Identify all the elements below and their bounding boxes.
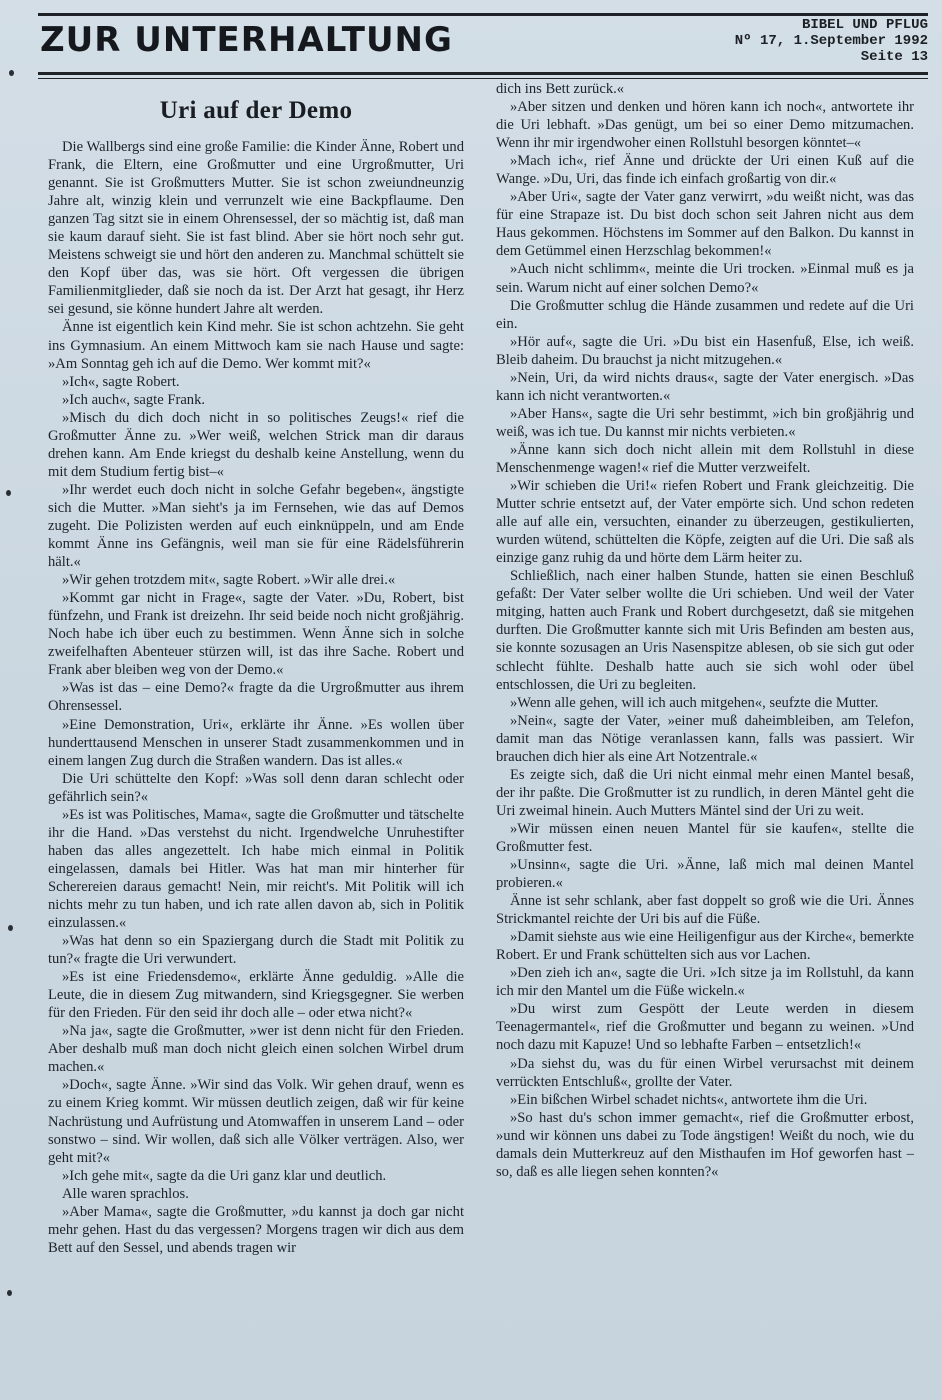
header-top-rule [38, 13, 928, 16]
article-paragraph: »Unsinn«, sagte die Uri. »Änne, laß mich mal deinen Mantel probieren.« [496, 857, 914, 892]
publication-name: BIBEL UND PFLUG [801, 17, 928, 33]
punch-hole-mark [8, 925, 13, 931]
article-paragraph: »Eine Demonstration, Uri«, erklärte ihr Änne. »Es wollen über hunderttausend Menschen in unserer Stadt zusammenkommen und in einem langen Zug durch die Straßen wandern. Das ist alles.« [48, 716, 464, 769]
header-rule-thick [38, 72, 928, 75]
article-paragraph: Die Großmutter schlug die Hände zusammen und redete auf die Uri ein. [496, 297, 914, 332]
article-paragraph: Schließlich, nach einer halben Stunde, hatten sie einen Beschluß gefaßt: Der Vater selber wollte die Uri schieben. Und weil der Vater mitging, hatten auch Frank und Robert durchgesetzt, daß sie mitgehen durften. Die Großmutter kannte sich mit Uris Befinden am besten aus, sie konnte sozusagen an Uris Nasenspitze ablesen, ob sie sich gut oder schlecht fühlte. Deshalb hatte auch sie sich wohl oder übel entschlossen, die Uri zu begleiten. [496, 568, 914, 693]
article-paragraph: »Hör auf«, sagte die Uri. »Du bist ein Hasenfuß, Else, ich weiß. Bleib daheim. Du brauchst ja nicht mitzugehen.« [496, 333, 914, 368]
article-paragraph: Die Uri schüttelte den Kopf: »Was soll denn daran schlecht oder gefährlich sein?« [48, 770, 464, 805]
section-title: ZUR UNTERHALTUNG [40, 20, 453, 60]
punch-hole-mark [7, 1290, 12, 1296]
article-paragraph: »Nein«, sagte der Vater, »einer muß daheimbleiben, am Telefon, damit man das Nötige veranlassen kann, falls was passiert. Wir brauchen dich hier als eine Art Notzentrale.« [496, 712, 914, 765]
article-paragraph: Es zeigte sich, daß die Uri nicht einmal mehr einen Mantel besaß, der ihr paßte. Die Großmutter ist zu rundlich, in deren Mäntel geht die Uri zweimal hinein. Auch Mutters Mäntel sind der Uri zu weit. [496, 766, 914, 819]
article-paragraph: »Änne kann sich doch nicht allein mit dem Rollstuhl in diese Menschenmenge wagen!« rief die Mutter verzweifelt. [496, 441, 914, 476]
article-paragraph: »Wir gehen trotzdem mit«, sagte Robert. »Wir alle drei.« [62, 572, 396, 589]
article-paragraph: »Ich«, sagte Robert. [62, 373, 180, 390]
article-paragraph: »Na ja«, sagte die Großmutter, »wer ist denn nicht für den Frieden. Aber deshalb muß man doch nicht gleich einen solchen Wirbel drum machen.« [48, 1023, 464, 1076]
article-paragraph: »Aber Uri«, sagte der Vater ganz verwirrt, »du weißt nicht, was das für eine Strapaze ist. Du bist doch schon seit Jahren nicht aus dem Haus gekommen. Höchstens im Sommer auf den Balkon. Du kannst in dem Getümmel einen Herzschlag bekommen!« [496, 189, 914, 260]
left-column-body [48, 138, 464, 1257]
page-number: Seite 13 [860, 49, 928, 65]
article-paragraph: »Damit siehste aus wie eine Heiligenfigur aus der Kirche«, bemerkte Robert. Er und Frank schüttelten sich aus vor Lachen. [496, 929, 914, 964]
article-paragraph: »Ihr werdet euch doch nicht in solche Gefahr begeben«, ängstigte sich die Mutter. »Man sieht's ja im Fernsehen, wie das auf Demos zugeht. Die Polizisten werden auf euch einknüppeln, und am Ende kommt Änne ins Gefängnis, weil man sie für eine Rädelsführerin hält.« [48, 481, 464, 571]
article-paragraph: »Kommt gar nicht in Frage«, sagte der Vater. »Du, Robert, bist fünfzehn, und Frank ist dreizehn. Ihr seid beide noch nicht großjährig. Noch habe ich über euch zu bestimmen. Wenn Änne sich in solche zweifelhaften Abenteuer stürzen will, ist das ihre Sache. Robert und Frank aber bleiben weg von der Demo.« [48, 590, 464, 679]
article-paragraph: »Aber Hans«, sagte die Uri sehr bestimmt, »ich bin großjährig und weiß, was ich tue. Du kannst mir nichts verbieten.« [496, 405, 914, 440]
article-paragraph: »Mach ich«, rief Änne und drückte der Uri einen Kuß auf die Wange. »Du, Uri, das finde ich einfach großartig von dir.« [496, 153, 914, 188]
article-paragraph: »Ich auch«, sagte Frank. [62, 391, 206, 408]
article-paragraph: »Wenn alle gehen, will ich auch mitgehen«, seufzte die Mutter. [510, 694, 879, 711]
article-paragraph: »Den zieh ich an«, sagte die Uri. »Ich sitze ja im Rollstuhl, da kann ich mir den Mantel um die Füße wickeln.« [496, 965, 914, 1000]
article-paragraph: »Aber sitzen und denken und hören kann ich noch«, antwortete ihr die Uri lebhaft. »Das genügt, um bei so einer Demo mitzumachen. Wenn ihr mir irgendwoher einen Rollstuhl besorgen könntet–« [496, 99, 914, 152]
article-paragraph: »Auch nicht schlimm«, meinte die Uri trocken. »Einmal muß es ja sein. Warum nicht auf einer solchen Demo?« [496, 261, 914, 296]
article-paragraph: Alle waren sprachlos. [62, 1185, 189, 1202]
article-paragraph: »Ein bißchen Wirbel schadet nichts«, antwortete ihm die Uri. [510, 1091, 868, 1108]
article-paragraph: »Du wirst zum Gespött der Leute werden in diesem Teenagermantel«, rief die Großmutter und begann zu weinen. »Und noch dazu mit Kapuze! Und so lebhafte Farben – entsetzlich!« [496, 1001, 914, 1054]
article-title: Uri auf der Demo [159, 97, 353, 124]
article-paragraph: dich ins Bett zurück.« [496, 81, 625, 97]
article-paragraph: »Nein, Uri, da wird nichts draus«, sagte der Vater energisch. »Das kann ich nicht verantworten.« [496, 369, 914, 404]
masthead-info [735, 17, 928, 65]
left-column [48, 84, 464, 1390]
article-paragraph: »Es ist was Politisches, Mama«, sagte die Großmutter und tätschelte ihr die Hand. »Das verstehst du nicht. Irgendwelche Unruhestifter haben das alles angezettelt. Ich habe mich einmal in Politik eingelassen, damals bei Hitler. Was hat man mir hinterher für Scherereien daraus gemacht! Nein, mir reicht's. Mit Politik will ich nichts mehr zu tun haben, und ich rate allen davon ab, sich in Politik einzulassen.« [48, 806, 464, 932]
right-column [496, 80, 914, 1390]
header-rule-thin [38, 78, 928, 79]
article-paragraph: »Doch«, sagte Änne. »Wir sind das Volk. Wir gehen drauf, wenn es zu einem Krieg kommt. Wir müssen deutlich zeigen, daß wir für keine Nachrüstung und Aufrüstung und Atomwaffen in unserem Land – oder sonstwo – sind. Wir wollen, daß sich alle Völker verträgen. Also, wer geht mit?« [48, 1077, 464, 1166]
article-paragraph: »Wir müssen einen neuen Mantel für sie kaufen«, stellte die Großmutter fest. [496, 820, 914, 855]
article-paragraph: »Wir schieben die Uri!« riefen Robert und Frank gleichzeitig. Die Mutter schrie entsetzt auf, der Vater empörte sich. Und schon redeten alle auf alle ein, versuchten, einander zu überzeugen, gestikulierten, wurden wütend, schüttelten die Köpfe, zeigten auf die Uri. Die saß als einzige ganz ruhig da und hörte dem Lärm heiter zu. [496, 478, 914, 567]
punch-hole-mark [6, 490, 11, 496]
punch-hole-mark [9, 70, 14, 76]
article-paragraph: »So hast du's schon immer gemacht«, rief die Großmutter erbost, »und wir können uns dabei zu Tode ängstigen! Weißt du noch, wie du damals dein Mutterkreuz auf den Misthaufen im Hof geworfen hast – so, daß es alle liegen sehen konnten?« [496, 1109, 914, 1180]
issue-date: Nº 17, 1.September 1992 [734, 33, 928, 49]
article-paragraph: »Was hat denn so ein Spaziergang durch die Stadt mit Politik zu tun?« fragte die Uri verwundert. [48, 933, 464, 968]
article-paragraph: »Ich gehe mit«, sagte da die Uri ganz klar und deutlich. [62, 1167, 387, 1184]
article-paragraph: Änne ist sehr schlank, aber fast doppelt so groß wie die Uri. Ännes Strickmantel reichte der Uri bis auf die Füße. [496, 893, 914, 928]
article-paragraph: Die Wallbergs sind eine große Familie: die Kinder Änne, Robert und Frank, die Eltern, eine Großmutter und eine Urgroßmutter, Uri genannt. Sie ist Großmutters Mutter. Sie ist schon zweiundneunzig Jahre alt, winzig klein und verrunzelt wie eine Backpflaume. Den ganzen Tag sitzt sie in einem Ohrensessel, der so mächtig ist, daß man sie kaum darauf sieht. Sie ist fast blind. Aber sie hört noch sehr gut. Meistens schweigt sie und hört den anderen zu. Manchmal schüttelt sie den Kopf über das, was sie hört. Oft vergessen die übrigen Familienmitglieder, daß sie noch da ist. Der Arzt hat gesagt, ihr Herz sei gesund, sie könne hundert Jahre alt werden. [48, 139, 464, 318]
article-paragraph: »Da siehst du, was du für einen Wirbel verursachst mit deinem verrückten Entschluß«, grollte der Vater. [496, 1055, 914, 1090]
article-paragraph: »Es ist eine Friedensdemo«, erklärte Änne geduldig. »Alle die Leute, die in diesem Zug mitwandern, sind Kriegsgegner. Sie werben für den Frieden. Für den seid ihr doch alle – oder etwa nicht?« [48, 969, 464, 1022]
article-paragraph: »Aber Mama«, sagte die Großmutter, »du kannst ja doch gar nicht mehr gehen. Hast du das vergessen? Morgens tragen wir dich aus dem Bett auf den Sessel, und abends tragen wir [48, 1203, 464, 1256]
right-column-body [496, 80, 914, 1181]
article-paragraph: »Misch du dich doch nicht in so politisches Zeugs!« rief die Großmutter Änne zu. »Wer weiß, welchen Strick man dir daraus drehen kann. Am Ende kriegst du deshalb keine Anstellung, wenn du mit dem Studium fertig bist–« [48, 409, 464, 480]
article-paragraph: Änne ist eigentlich kein Kind mehr. Sie ist schon achtzehn. Sie geht ins Gymnasium. An einem Mittwoch kam sie nach Hause und sagte: »Am Sonntag geh ich auf die Demo. Wer kommt mit?« [48, 319, 464, 372]
article-paragraph: »Was ist das – eine Demo?« fragte da die Urgroßmutter aus ihrem Ohrensessel. [48, 680, 464, 715]
